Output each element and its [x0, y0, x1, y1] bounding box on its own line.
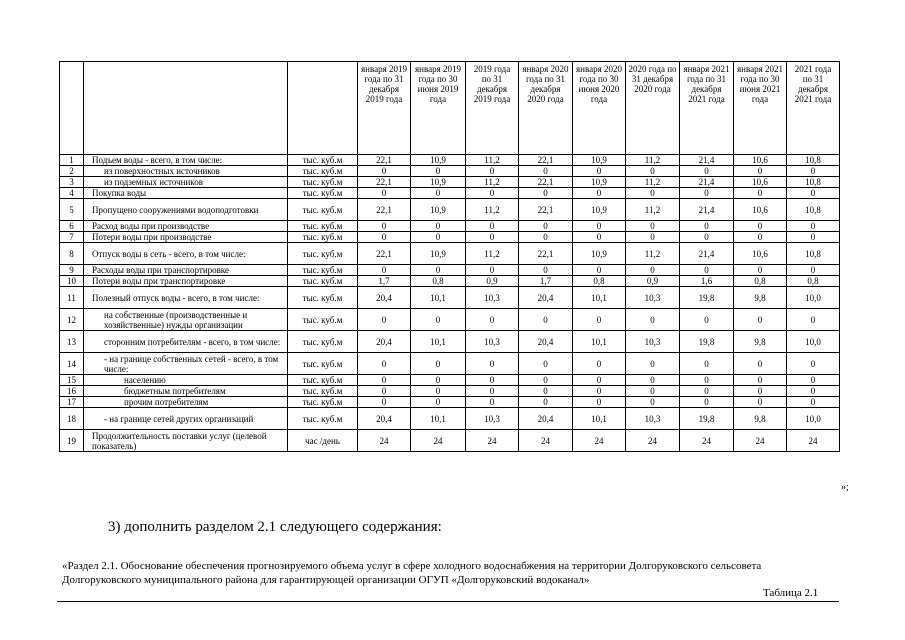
row-number: 4 — [60, 188, 84, 199]
row-value: 0 — [519, 397, 573, 408]
row-value: 0 — [466, 353, 519, 375]
row-value: 0 — [466, 232, 519, 243]
row-value: 0 — [787, 188, 840, 199]
row-value: 10,3 — [626, 408, 680, 430]
row-number: 6 — [60, 221, 84, 232]
row-value: 21,4 — [680, 199, 734, 221]
row-indicator: Потери воды при транспортировке — [84, 276, 288, 287]
row-value: 24 — [466, 430, 519, 452]
table-row — [60, 430, 840, 452]
divider — [57, 601, 839, 602]
row-unit: тыс. куб.м — [288, 276, 358, 287]
header-period: января 2019 года по 30 июня 2019 года — [411, 62, 466, 155]
section-title: «Раздел 2.1. Обоснование обеспечения прогнозируемого объема услуг в сфере холодного водоснабжения на территории Долгоруковского сельсовета Долгоруковского муниципального района для гарантирующей организации ОГУП «Долгоруковский водоканал» — [62, 560, 762, 586]
row-value: 21,4 — [680, 177, 734, 188]
table-row — [60, 408, 840, 430]
row-value: 10,8 — [787, 177, 840, 188]
table-row — [60, 188, 840, 199]
row-value: 24 — [519, 430, 573, 452]
row-value: 10,9 — [573, 155, 626, 166]
row-value: 0 — [466, 188, 519, 199]
row-value: 0 — [358, 397, 411, 408]
row-unit: тыс. куб.м — [288, 353, 358, 375]
row-value: 0 — [734, 232, 787, 243]
water-balance-table — [59, 61, 840, 452]
row-value: 22,1 — [358, 177, 411, 188]
row-value: 10,3 — [466, 331, 519, 353]
row-value: 10,0 — [787, 408, 840, 430]
row-unit: тыс. куб.м — [288, 232, 358, 243]
row-value: 0 — [626, 375, 680, 386]
row-indicator: Полезный отпуск воды - всего, в том числе: — [84, 287, 288, 309]
row-value: 20,4 — [519, 331, 573, 353]
row-value: 0 — [466, 265, 519, 276]
row-value: 0 — [680, 166, 734, 177]
row-unit: тыс. куб.м — [288, 386, 358, 397]
row-value: 0 — [411, 265, 466, 276]
row-value: 1,7 — [358, 276, 411, 287]
row-value: 24 — [680, 430, 734, 452]
row-indicator: Пропущено сооружениями водоподготовки — [84, 199, 288, 221]
row-value: 0 — [680, 188, 734, 199]
row-value: 0 — [411, 375, 466, 386]
row-unit: тыс. куб.м — [288, 199, 358, 221]
row-value: 10,1 — [411, 287, 466, 309]
row-unit: час /день — [288, 430, 358, 452]
row-value: 0 — [358, 386, 411, 397]
row-value: 0 — [680, 232, 734, 243]
row-value: 20,4 — [519, 287, 573, 309]
row-value: 0 — [358, 353, 411, 375]
header-unit — [288, 62, 358, 155]
row-value: 0 — [466, 166, 519, 177]
row-value: 0 — [734, 386, 787, 397]
row-value: 0 — [734, 353, 787, 375]
row-value: 10,6 — [734, 199, 787, 221]
row-value: 21,4 — [680, 243, 734, 265]
row-unit: тыс. куб.м — [288, 265, 358, 276]
row-value: 10,8 — [787, 243, 840, 265]
row-value: 0 — [787, 397, 840, 408]
row-indicator: - на границе сетей других организаций — [84, 408, 288, 430]
row-value: 0 — [411, 221, 466, 232]
row-unit: тыс. куб.м — [288, 188, 358, 199]
table-row — [60, 309, 840, 331]
row-number: 15 — [60, 375, 84, 386]
row-value: 11,2 — [466, 199, 519, 221]
row-value: 0 — [519, 375, 573, 386]
table-row — [60, 287, 840, 309]
row-indicator: населению — [84, 375, 288, 386]
row-value: 0 — [680, 221, 734, 232]
row-value: 0 — [787, 309, 840, 331]
row-value: 19,8 — [680, 287, 734, 309]
row-value: 0 — [573, 386, 626, 397]
row-value: 11,2 — [626, 177, 680, 188]
row-value: 0,8 — [734, 276, 787, 287]
row-value: 0 — [519, 353, 573, 375]
row-value: 0 — [358, 221, 411, 232]
row-number: 18 — [60, 408, 84, 430]
row-value: 0 — [358, 188, 411, 199]
row-number: 19 — [60, 430, 84, 452]
row-value: 10,1 — [573, 408, 626, 430]
table-row — [60, 386, 840, 397]
row-value: 0 — [573, 232, 626, 243]
row-value: 0 — [411, 386, 466, 397]
row-value: 11,2 — [466, 243, 519, 265]
header-name — [84, 62, 288, 155]
row-value: 0 — [573, 166, 626, 177]
row-value: 0,8 — [787, 276, 840, 287]
row-number: 17 — [60, 397, 84, 408]
row-indicator: бюджетным потребителям — [84, 386, 288, 397]
row-value: 0 — [411, 309, 466, 331]
row-value: 11,2 — [626, 199, 680, 221]
row-value: 0 — [573, 397, 626, 408]
row-value: 10,0 — [787, 331, 840, 353]
row-unit: тыс. куб.м — [288, 331, 358, 353]
row-value: 20,4 — [519, 408, 573, 430]
row-unit: тыс. куб.м — [288, 397, 358, 408]
row-indicator: из подземных источников — [84, 177, 288, 188]
row-value: 0 — [626, 309, 680, 331]
row-value: 0 — [734, 166, 787, 177]
row-value: 9,8 — [734, 287, 787, 309]
row-value: 0 — [626, 166, 680, 177]
row-value: 21,4 — [680, 155, 734, 166]
table-label: Таблица 2.1 — [763, 587, 819, 599]
table-row — [60, 221, 840, 232]
row-value: 0 — [573, 265, 626, 276]
row-value: 0 — [626, 386, 680, 397]
row-value: 0 — [466, 375, 519, 386]
row-value: 10,3 — [466, 408, 519, 430]
row-value: 0 — [358, 375, 411, 386]
row-indicator: Расходы воды при транспортировке — [84, 265, 288, 276]
table-row — [60, 155, 840, 166]
row-value: 11,2 — [626, 243, 680, 265]
row-value: 1,6 — [680, 276, 734, 287]
row-value: 10,3 — [466, 287, 519, 309]
row-value: 0 — [787, 221, 840, 232]
row-value: 22,1 — [519, 199, 573, 221]
row-unit: тыс. куб.м — [288, 166, 358, 177]
row-value: 0 — [626, 397, 680, 408]
row-number: 16 — [60, 386, 84, 397]
row-value: 19,8 — [680, 408, 734, 430]
row-value: 20,4 — [358, 408, 411, 430]
row-number: 9 — [60, 265, 84, 276]
row-value: 0 — [787, 386, 840, 397]
row-number: 13 — [60, 331, 84, 353]
row-number: 7 — [60, 232, 84, 243]
row-value: 0 — [411, 188, 466, 199]
row-value: 0 — [787, 353, 840, 375]
row-indicator: Покупка воды — [84, 188, 288, 199]
row-value: 10,6 — [734, 177, 787, 188]
row-value: 0,9 — [626, 276, 680, 287]
row-value: 19,8 — [680, 331, 734, 353]
row-value: 0 — [573, 188, 626, 199]
table-header-row — [60, 62, 840, 155]
row-value: 10,9 — [573, 243, 626, 265]
table-row — [60, 331, 840, 353]
row-value: 0 — [358, 166, 411, 177]
row-value: 24 — [626, 430, 680, 452]
row-indicator: Расход воды при производстве — [84, 221, 288, 232]
row-indicator: Продолжительность поставки услуг (целевой показатель) — [84, 430, 288, 452]
row-unit: тыс. куб.м — [288, 408, 358, 430]
row-value: 22,1 — [358, 155, 411, 166]
row-value: 1,7 — [519, 276, 573, 287]
amendment-heading: 3) дополнить разделом 2.1 следующего содержания: — [108, 519, 442, 535]
row-value: 0 — [573, 309, 626, 331]
row-number: 11 — [60, 287, 84, 309]
table-row — [60, 397, 840, 408]
row-value: 0 — [519, 386, 573, 397]
row-value: 10,9 — [411, 177, 466, 188]
row-value: 0 — [411, 232, 466, 243]
row-value: 0 — [358, 309, 411, 331]
table-row — [60, 353, 840, 375]
row-unit: тыс. куб.м — [288, 243, 358, 265]
row-value: 10,0 — [787, 287, 840, 309]
header-period: января 2020 года по 31 декабря 2020 года — [519, 62, 573, 155]
row-value: 0 — [466, 221, 519, 232]
row-unit: тыс. куб.м — [288, 375, 358, 386]
row-value: 10,3 — [626, 331, 680, 353]
row-value: 0 — [626, 188, 680, 199]
row-value: 0 — [626, 232, 680, 243]
row-value: 0 — [573, 221, 626, 232]
row-value: 0 — [734, 375, 787, 386]
row-value: 0 — [573, 353, 626, 375]
row-value: 24 — [411, 430, 466, 452]
end-mark: »; — [841, 482, 849, 493]
row-value: 10,8 — [787, 155, 840, 166]
row-indicator: прочим потребителям — [84, 397, 288, 408]
row-value: 10,6 — [734, 155, 787, 166]
header-period: января 2021 года по 31 декабря 2021 года — [680, 62, 734, 155]
row-number: 3 — [60, 177, 84, 188]
row-value: 0 — [734, 397, 787, 408]
row-value: 20,4 — [358, 287, 411, 309]
row-value: 0 — [573, 375, 626, 386]
row-value: 0 — [734, 221, 787, 232]
row-value: 0 — [680, 309, 734, 331]
header-num — [60, 62, 84, 155]
row-number: 5 — [60, 199, 84, 221]
row-value: 10,3 — [626, 287, 680, 309]
row-value: 0 — [787, 265, 840, 276]
header-period: 2021 года по 31 декабря 2021 года — [787, 62, 840, 155]
row-value: 22,1 — [519, 155, 573, 166]
row-value: 11,2 — [466, 155, 519, 166]
row-value: 10,9 — [411, 155, 466, 166]
row-value: 0 — [411, 353, 466, 375]
row-value: 0 — [626, 353, 680, 375]
row-value: 0 — [680, 386, 734, 397]
row-indicator: сторонним потребителям - всего, в том числе: — [84, 331, 288, 353]
row-value: 20,4 — [358, 331, 411, 353]
row-value: 10,1 — [411, 331, 466, 353]
row-value: 9,8 — [734, 331, 787, 353]
row-value: 0 — [626, 221, 680, 232]
row-value: 0,9 — [466, 276, 519, 287]
row-number: 10 — [60, 276, 84, 287]
row-value: 10,6 — [734, 243, 787, 265]
row-number: 14 — [60, 353, 84, 375]
row-value: 0 — [680, 353, 734, 375]
row-value: 0 — [519, 188, 573, 199]
row-value: 10,9 — [411, 243, 466, 265]
row-value: 10,9 — [573, 199, 626, 221]
row-unit: тыс. куб.м — [288, 221, 358, 232]
table-row — [60, 375, 840, 386]
table-row — [60, 199, 840, 221]
row-value: 9,8 — [734, 408, 787, 430]
row-value: 10,1 — [411, 408, 466, 430]
header-period: января 2019 года по 31 декабря 2019 года — [358, 62, 411, 155]
row-value: 22,1 — [358, 199, 411, 221]
row-indicator: Отпуск воды в сеть - всего, в том числе: — [84, 243, 288, 265]
row-number: 8 — [60, 243, 84, 265]
row-value: 22,1 — [519, 177, 573, 188]
table-row — [60, 265, 840, 276]
row-indicator: Подъем воды - всего, в том числе: — [84, 155, 288, 166]
row-value: 0 — [466, 397, 519, 408]
header-period: 2019 года по 31 декабря 2019 года — [466, 62, 519, 155]
row-value: 0 — [734, 265, 787, 276]
row-value: 0 — [680, 265, 734, 276]
row-value: 0 — [519, 265, 573, 276]
table-row — [60, 232, 840, 243]
row-value: 10,8 — [787, 199, 840, 221]
row-value: 0 — [680, 375, 734, 386]
row-value: 0 — [519, 232, 573, 243]
row-indicator: на собственные (производственные и хозяйственные) нужды организации — [84, 309, 288, 331]
row-value: 11,2 — [626, 155, 680, 166]
row-unit: тыс. куб.м — [288, 155, 358, 166]
row-value: 0 — [411, 166, 466, 177]
row-value: 0 — [787, 166, 840, 177]
row-number: 2 — [60, 166, 84, 177]
row-unit: тыс. куб.м — [288, 177, 358, 188]
row-value: 0 — [787, 232, 840, 243]
table-row — [60, 276, 840, 287]
row-value: 0 — [358, 232, 411, 243]
row-value: 0,8 — [573, 276, 626, 287]
row-value: 10,1 — [573, 287, 626, 309]
row-value: 0 — [787, 375, 840, 386]
row-value: 24 — [787, 430, 840, 452]
row-value: 22,1 — [358, 243, 411, 265]
row-value: 0 — [626, 265, 680, 276]
row-value: 0 — [466, 386, 519, 397]
row-value: 10,1 — [573, 331, 626, 353]
row-number: 1 — [60, 155, 84, 166]
row-unit: тыс. куб.м — [288, 309, 358, 331]
table-row — [60, 166, 840, 177]
row-indicator: из поверхностных источников — [84, 166, 288, 177]
row-number: 12 — [60, 309, 84, 331]
row-value: 0 — [519, 221, 573, 232]
row-value: 0,8 — [411, 276, 466, 287]
row-value: 0 — [734, 188, 787, 199]
header-period: 2020 года по 31 декабря 2020 года — [626, 62, 680, 155]
row-value: 0 — [466, 309, 519, 331]
table-row — [60, 177, 840, 188]
header-period: января 2020 года по 30 июня 2020 года — [573, 62, 626, 155]
row-value: 24 — [358, 430, 411, 452]
row-value: 24 — [573, 430, 626, 452]
table-row — [60, 243, 840, 265]
row-value: 0 — [734, 309, 787, 331]
row-value: 0 — [411, 397, 466, 408]
row-value: 0 — [519, 166, 573, 177]
row-unit: тыс. куб.м — [288, 287, 358, 309]
row-value: 0 — [680, 397, 734, 408]
row-value: 0 — [358, 265, 411, 276]
header-period: января 2021 года по 30 июня 2021 года — [734, 62, 787, 155]
row-indicator: - на границе собственных сетей - всего, в том числе: — [84, 353, 288, 375]
row-value: 10,9 — [573, 177, 626, 188]
row-value: 10,9 — [411, 199, 466, 221]
row-value: 11,2 — [466, 177, 519, 188]
row-value: 24 — [734, 430, 787, 452]
row-value: 22,1 — [519, 243, 573, 265]
row-indicator: Потери воды при производстве — [84, 232, 288, 243]
row-value: 0 — [519, 309, 573, 331]
